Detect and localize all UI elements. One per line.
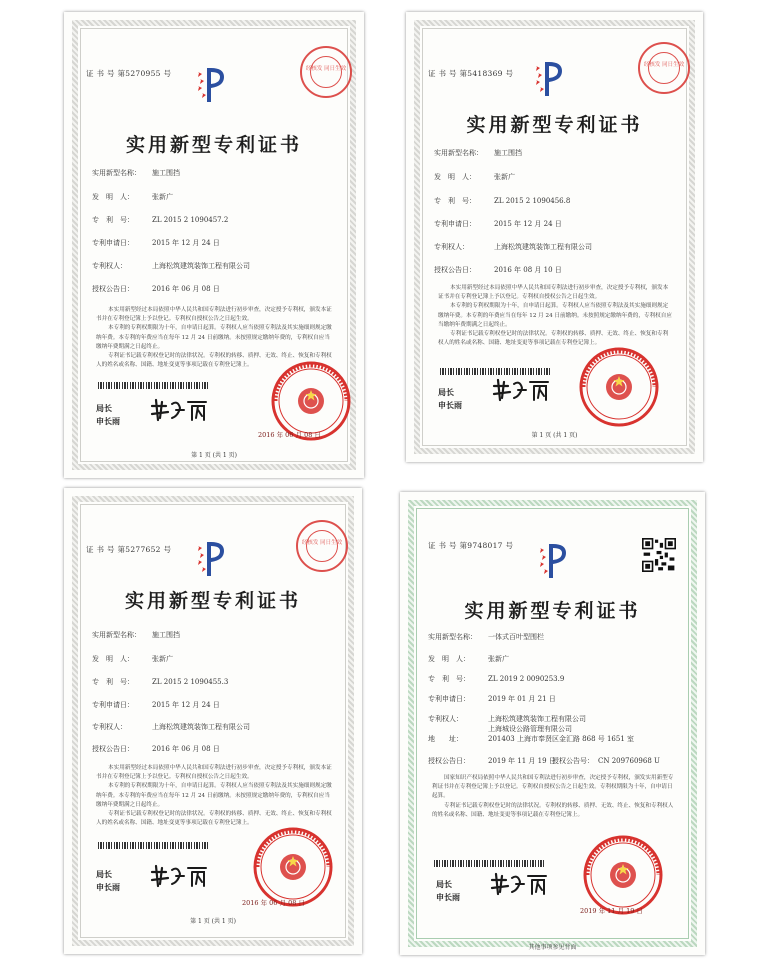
stamp-date: 2016 年 06 月 08 日 bbox=[242, 899, 305, 907]
barcode bbox=[98, 382, 208, 389]
director-block: 局长 申长雨 bbox=[96, 869, 120, 892]
field-filing-date: 专利申请日： 2015 年 12 月 24 日 bbox=[434, 220, 562, 228]
director-signature-icon bbox=[490, 376, 552, 404]
field-grant-date: 授权公告日： 2016 年 08 月 10 日 bbox=[434, 266, 562, 274]
certificate-title: 实用新型专利证书 bbox=[125, 134, 302, 156]
stamp-date: 2016 年 06 月 08 日 bbox=[258, 431, 321, 439]
patent-certificate-3 bbox=[64, 488, 362, 954]
qr-code-icon bbox=[642, 538, 676, 572]
certificate-body-text: 本实用新型经过本局依照中华人民共和国专利法进行初步审查，决定授予专利权，颁发本证书并在专利登记簿上予以登记。专利权自授权公告之日起生效。 本专利的专利权期限为十年，自申请日起算。专利权人应当依照专利法及其实施细则规定缴纳年费。本专利的年费应当在每年 12 月 24 日前缴纳。未按照规定缴纳年费的，专利权自应当缴纳年费期满之日起终止。 专利证书记载专利权登记时的法律状况。专利权的转移、质押、无效、终止、恢复和专利权人的姓名或名称、国籍、地址变更等事项记载在专利登记簿上。 bbox=[96, 307, 332, 369]
field-utility-name: 实用新型名称： 施工围挡 bbox=[434, 149, 522, 157]
field-patentee: 专利权人： 上海松筑建筑装饰工程有限公司 bbox=[92, 723, 250, 731]
small-red-stamp: 经核发 同日生效 bbox=[296, 520, 348, 572]
barcode bbox=[98, 842, 208, 849]
field-patent-number: 专 利 号： ZL 2015 2 1090455.3 bbox=[92, 678, 229, 686]
small-red-stamp: 经核发 同日生效 bbox=[300, 46, 352, 98]
field-inventor: 发 明 人： 张新广 bbox=[92, 655, 173, 663]
field-patent-number: 专 利 号： ZL 2015 2 1090456.8 bbox=[434, 197, 571, 205]
field-filing-date: 专利申请日： 2015 年 12 月 24 日 bbox=[92, 239, 220, 247]
patent-office-logo-icon bbox=[532, 58, 566, 98]
patent-certificate-2 bbox=[406, 12, 703, 462]
field-filing-date: 专利申请日： 2019 年 01 月 21 日 bbox=[428, 695, 556, 703]
field-inventor: 发 明 人： 张新广 bbox=[428, 655, 509, 663]
certificate-title: 实用新型专利证书 bbox=[464, 600, 641, 622]
director-signature-icon bbox=[148, 862, 210, 890]
patent-office-logo-icon bbox=[194, 538, 228, 578]
page-footer: 第 1 页 (共 1 页) bbox=[531, 432, 578, 439]
patent-certificate-4 bbox=[400, 492, 705, 955]
certificate-title: 实用新型专利证书 bbox=[124, 590, 301, 612]
stamp-date: 2019 年 11 月 19 日 bbox=[580, 907, 643, 915]
patent-certificate-1 bbox=[64, 12, 364, 478]
certificate-title: 实用新型专利证书 bbox=[466, 114, 643, 136]
certificate-number: 证 书 号 第9748017 号 bbox=[428, 541, 514, 550]
page-footer: 第 1 页 (共 1 页) bbox=[191, 452, 237, 459]
director-signature-icon bbox=[488, 870, 550, 898]
field-inventor: 发 明 人： 张新广 bbox=[92, 193, 173, 201]
field-patent-number: 专 利 号： ZL 2015 2 1090457.2 bbox=[92, 216, 229, 224]
certificate-body-text: 国家知识产权局依照中华人民共和国专利法进行初步审查，决定授予专利权，颁发实用新型专利证书并在专利登记簿上予以登记。专利权自授权公告之日起生效。专利权期限为十年，自申请日起算。 专利证书记载专利权登记时的法律状况。专利权的转移、质押、无效、终止、恢复和专利权人的姓名或名称、国籍、地址变更等事项记载在专利登记簿上。 bbox=[432, 775, 674, 818]
field-patentee: 专利权人： 上海松筑建筑装饰工程有限公司 bbox=[92, 262, 250, 270]
director-block: 局长 申长雨 bbox=[96, 403, 120, 426]
field-grant-date: 授权公告日： 2019 年 11 月 19 日 bbox=[428, 757, 556, 765]
patent-office-logo-icon bbox=[536, 540, 570, 580]
field-grant-date: 授权公告日： 2016 年 06 月 08 日 bbox=[92, 285, 220, 293]
field-grant-date: 授权公告日： 2016 年 06 月 08 日 bbox=[92, 745, 220, 753]
small-red-stamp: 经核发 同日生效 bbox=[638, 42, 690, 94]
field-patent-number: 专 利 号： ZL 2019 2 0090253.9 bbox=[428, 675, 565, 683]
official-seal-icon bbox=[252, 826, 334, 908]
bottom-note: 其他事项参见背面 bbox=[528, 944, 577, 951]
barcode bbox=[440, 368, 550, 375]
field-utility-name: 实用新型名称： 施工围挡 bbox=[92, 631, 180, 639]
certificate-number: 证 书 号 第5418369 号 bbox=[428, 69, 514, 78]
field-utility-name: 实用新型名称： 施工围挡 bbox=[92, 169, 180, 177]
barcode bbox=[434, 860, 544, 867]
official-seal-icon bbox=[582, 834, 664, 916]
field-filing-date: 专利申请日： 2015 年 12 月 24 日 bbox=[92, 701, 220, 709]
director-signature-icon bbox=[148, 396, 210, 424]
certificate-number: 证 书 号 第5277652 号 bbox=[86, 545, 172, 554]
field-patentee: 专利权人： 上海松筑建筑装饰工程有限公司 bbox=[434, 243, 592, 251]
certificate-body-text: 本实用新型经过本局依照中华人民共和国专利法进行初步审查，决定授予专利权，颁发本证书并在专利登记簿上予以登记。专利权自授权公告之日起生效。 本专利的专利权期限为十年，自申请日起算。专利权人应当依照专利法及其实施细则规定缴纳年费。本专利的年费应当在每年 12 月 24 日前缴纳。未按照规定缴纳年费的，专利权自应当缴纳年费期满之日起终止。 专利证书记载专利权登记时的法律状况。专利权的转移、质押、无效、终止、恢复和专利权人的姓名或名称、国籍、地址变更等事项记载在专利登记簿上。 bbox=[96, 765, 332, 827]
certificate-body-text: 本实用新型经过本局依照中华人民共和国专利法进行初步审查，决定授予专利权，颁发本证书并在专利登记簿上予以登记。专利权自授权公告之日起生效。 本专利的专利权期限为十年，自申请日起算。专利权人应当依照专利法及其实施细则规定缴纳年费。本专利的年费应当在每年 12 月 24 日前缴纳。未按照规定缴纳年费的，专利权自应当缴纳年费期满之日起终止。 专利证书记载专利权登记时的法律状况。专利权的转移、质押、无效、终止、恢复和专利权人的姓名或名称、国籍、地址变更等事项记载在专利登记簿上。 bbox=[438, 285, 672, 347]
official-seal-icon bbox=[578, 346, 660, 428]
page-footer: 第 1 页 (共 1 页) bbox=[190, 918, 236, 925]
field-patentee-2: 上海城设公路管理有限公司 bbox=[488, 725, 572, 733]
field-utility-name: 实用新型名称： 一体式百叶型围栏 bbox=[428, 633, 544, 641]
field-patentee: 专利权人： 上海松筑建筑装饰工程有限公司 bbox=[428, 715, 586, 723]
director-block: 局长 申长雨 bbox=[436, 879, 460, 902]
field-inventor: 发 明 人： 张新广 bbox=[434, 173, 515, 181]
field-address: 地 址： 201403 上海市奉贤区金汇路 868 号 1651 室 bbox=[428, 735, 635, 743]
director-block: 局长 申长雨 bbox=[438, 387, 462, 410]
patent-office-logo-icon bbox=[194, 64, 228, 104]
certificate-number: 证 书 号 第5270955 号 bbox=[86, 69, 172, 78]
field-grant-number: 授权公告号： CN 209760968 U bbox=[552, 757, 660, 765]
